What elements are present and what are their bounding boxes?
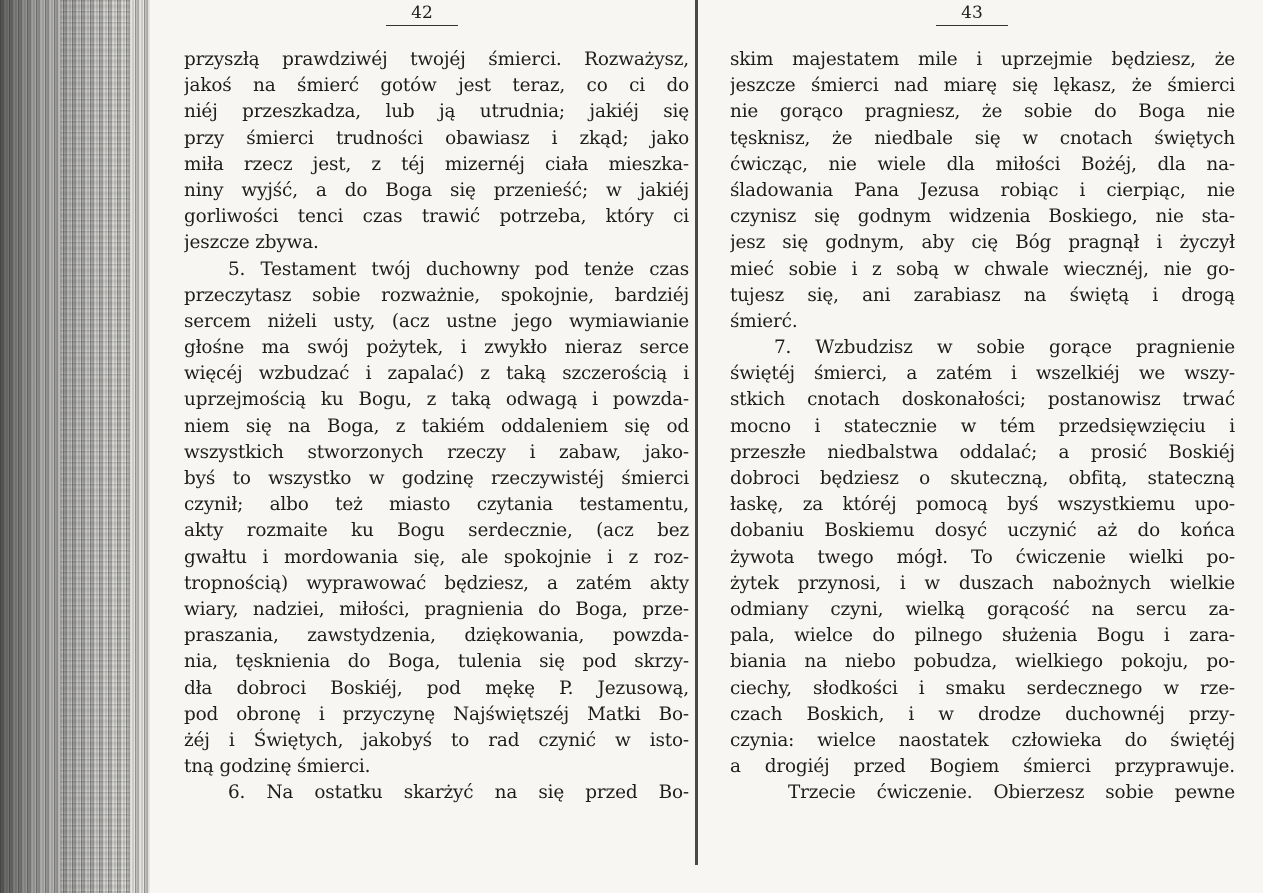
page-number-right: 43 (961, 3, 983, 23)
text-line: wiary, nadziei, miłości, pragnienia do Boga, prze- (184, 598, 689, 620)
text-line: tęsknisz, że niedbale się w cnotach świętych (730, 127, 1235, 149)
right-page-text (730, 47, 1235, 806)
text-line: byś to wszystko w godzinę rzeczywistéj śmierci (184, 468, 689, 489)
left-page-text (184, 47, 689, 806)
text-line: śmierć. (730, 310, 798, 332)
text-line: ćwicząc, nie wiele dla miłości Bożéj, dla na- (730, 153, 1235, 175)
text-line: dła dobroci Boskiéj, pod mękę P. Jezusową, (184, 677, 689, 699)
text-line: czach Boskich, i w drodze duchownéj przy- (730, 703, 1235, 725)
text-line: mieć sobie i z sobą w chwale wiecznéj, nie go- (730, 258, 1235, 280)
text-line: nia, tęsknienia do Boga, tulenia się pod skrzy- (184, 651, 689, 673)
text-line: stkich cnotach doskonałości; postanowisz trwać (730, 389, 1235, 411)
text-line: nie gorąco pragniesz, że sobie do Boga nie (730, 101, 1235, 123)
text-line: przeszłe niedbalstwa oddalać; a prosić Boskiéj (730, 441, 1235, 463)
text-line: czynia: wielce naostatek człowieka do świętéj (730, 729, 1235, 751)
page-gutter (695, 0, 698, 865)
text-line: pod obronę i przyczynę Najświętszéj Matki Bo- (184, 703, 689, 725)
text-line: a drogiéj przed Bogiem śmierci przyprawuje. (730, 756, 1235, 778)
text-line: tropnością) wyprawować będziesz, a zatém akty (184, 572, 689, 594)
text-line: świętéj śmierci, a zatém i wszelkiéj we wszy- (730, 363, 1235, 385)
text-line: czynisz się godnym widzenia Boskiego, nie sta- (730, 206, 1235, 228)
text-line: niny wyjść, a do Boga się przenieść; w jakiéj (184, 179, 689, 201)
text-line: żéj i Świętych, jakobyś to rad czynić w isto- (184, 729, 689, 751)
text-line: 5. Testament twój duchowny pod tenże czas (228, 258, 689, 280)
text-line: gwałtu i mordowania się, ale spokojnie i z roz- (184, 546, 689, 568)
binding-texture (60, 0, 130, 893)
text-line: przyszłą prawdziwéj twojéj śmierci. Rozważysz, (184, 49, 689, 70)
text-line: dobaniu Boskiemu dosyć uczynić aż do końca (730, 520, 1235, 542)
text-line: pala, wielce do pilnego służenia Bogu i zara- (730, 625, 1235, 647)
text-line: uprzejmością ku Bogu, z taką odwagą i powzda- (184, 389, 689, 411)
text-line: głośne ma swój pożytek, i zwykło nieraz serce (184, 337, 689, 359)
text-line: czynił; albo też miasto czytania testamentu, (184, 494, 689, 516)
text-line: niéj przeszkadza, lub ją utrudnia; jakiéj się (184, 101, 689, 123)
text-line: śladowania Pana Jezusa robiąc i cierpiąc, nie (730, 179, 1235, 201)
text-line: dobroci będziesz o skuteczną, obfitą, stateczną (730, 468, 1235, 489)
text-line: jakoś na śmierć gotów jest teraz, co ci do (184, 75, 689, 97)
text-line: tujesz się, ani zarabiasz na świętą i drogą (730, 284, 1235, 306)
text-line: biania na niebo pobudza, wielkiego pokoju, po- (730, 651, 1235, 673)
text-line: jesz się godnym, aby cię Bóg pragnął i życzył (730, 232, 1235, 254)
text-line: łaskę, za któréj pomocą byś wszystkiemu upo- (730, 494, 1235, 516)
page-number-rule-left (386, 25, 458, 26)
text-line: żytek przynosi, i w duszach nabożnych wielkie (730, 572, 1235, 594)
page-number-rule-right (936, 25, 1008, 26)
text-line: przeczytasz sobie rozważnie, spokojnie, bardziéj (184, 284, 689, 306)
text-line: skim majestatem mile i uprzejmie będziesz, że (730, 49, 1235, 70)
page-number-left: 42 (411, 3, 433, 23)
text-line: ciechy, słodkości i smaku serdecznego w rze- (730, 677, 1235, 699)
text-line: tną godzinę śmierci. (184, 756, 371, 778)
text-line: Trzecie ćwiczenie. Obierzesz sobie pewne (788, 782, 1235, 804)
text-line: sercem niżeli usty, (acz ustne jego wymiawianie (184, 310, 689, 332)
text-line: miła rzecz jest, z téj mizernéj ciała mieszka- (184, 153, 689, 175)
text-line: praszania, zawstydzenia, dziękowania, powzda- (184, 625, 689, 647)
text-line: gorliwości tenci czas trawić potrzeba, który ci (184, 206, 689, 228)
text-line: jeszcze śmierci nad miarę się lękasz, że śmierci (730, 75, 1235, 97)
text-line: mocno i statecznie w tém przedsięwzięciu i (730, 415, 1235, 437)
text-line: więcéj wzbudzać i zapalać) z taką szczerością i (184, 363, 689, 385)
text-line: żywota twego mógł. To ćwiczenie wielki po- (730, 546, 1235, 568)
text-line: wszystkich stworzonych rzeczy i zabaw, jako- (184, 441, 689, 463)
text-line: odmiany czyni, wielką gorącość na sercu za- (730, 598, 1235, 620)
text-line: 6. Na ostatku skarżyć na się przed Bo- (228, 782, 689, 804)
text-line: jeszcze zbywa. (184, 232, 319, 254)
text-line: 7. Wzbudzisz w sobie gorące pragnienie (774, 337, 1235, 359)
text-line: akty rozmaite ku Bogu serdecznie, (acz bez (184, 520, 689, 542)
text-line: przy śmierci trudności obawiasz i zkąd; jako (184, 127, 689, 149)
text-line: niem się na Boga, z takiém oddaleniem się od (184, 415, 689, 437)
